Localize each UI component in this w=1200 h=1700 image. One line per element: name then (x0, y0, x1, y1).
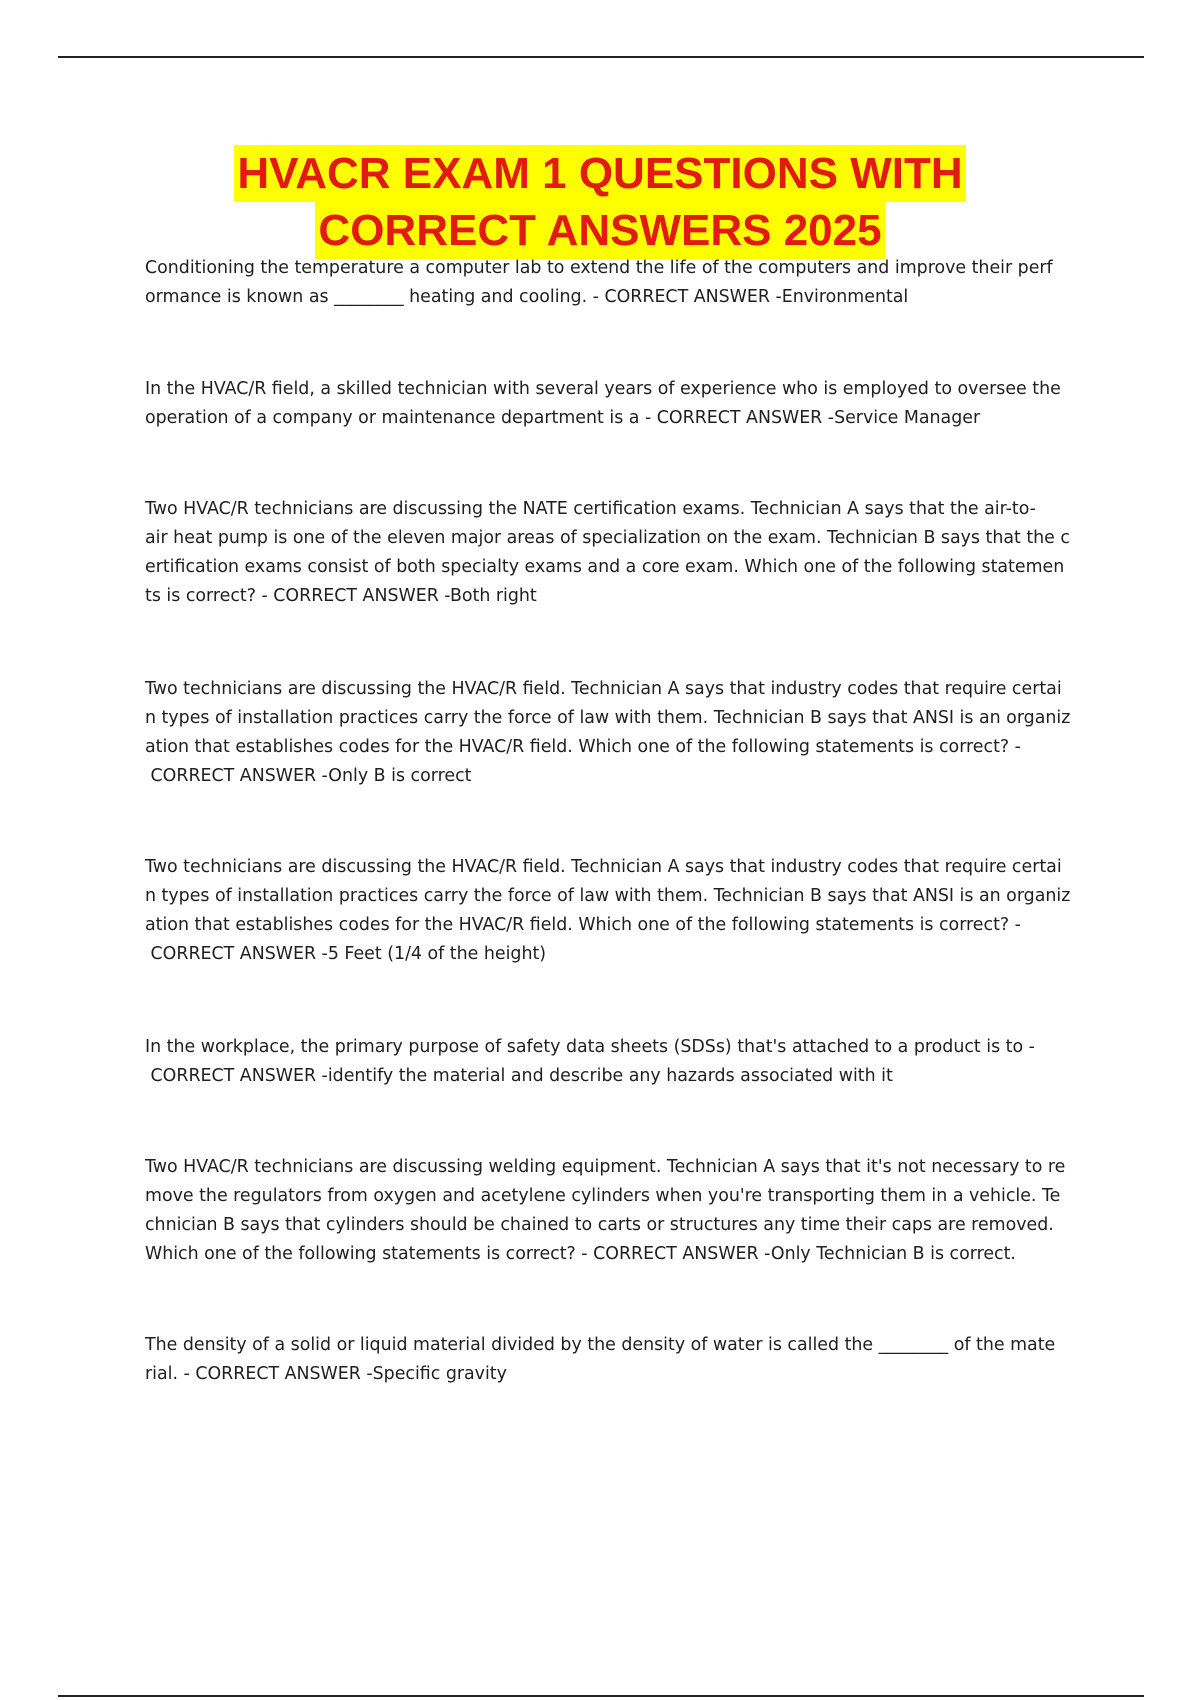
qa-line: air heat pump is one of the eleven major areas of specialization on the exam. Technician B says that the c (145, 528, 1070, 548)
qa-item-1 (145, 254, 1090, 312)
document-title (0, 145, 1200, 259)
qa-item-3 (145, 495, 1090, 611)
top-rule (58, 56, 1144, 58)
qa-line: ation that establishes codes for the HVAC/R field. Which one of the following statements is correct? - (145, 915, 1021, 935)
title-line-1: HVACR EXAM 1 QUESTIONS WITH (234, 145, 965, 202)
title-line-2: CORRECT ANSWERS 2025 (315, 202, 884, 259)
qa-line: CORRECT ANSWER -5 Feet (1/4 of the height) (145, 944, 547, 964)
qa-line: ormance is known as ________ heating and cooling. - CORRECT ANSWER -Environmental (145, 287, 909, 307)
qa-line: n types of installation practices carry the force of law with them. Technician B says that ANSI is an organiz (145, 708, 1071, 728)
qa-line: ertification exams consist of both specialty exams and a core exam. Which one of the following statemen (145, 557, 1065, 577)
qa-item-2 (145, 375, 1090, 433)
qa-item-8 (145, 1331, 1090, 1389)
qa-line: ation that establishes codes for the HVAC/R field. Which one of the following statements is correct? - (145, 737, 1021, 757)
qa-line: n types of installation practices carry the force of law with them. Technician B says that ANSI is an organiz (145, 886, 1071, 906)
qa-line: In the workplace, the primary purpose of safety data sheets (SDSs) that's attached to a product is to - (145, 1037, 1035, 1057)
qa-item-4 (145, 675, 1090, 791)
qa-line: The density of a solid or liquid material divided by the density of water is called the ________ of the mate (145, 1335, 1056, 1355)
qa-line: Two HVAC/R technicians are discussing the NATE certification exams. Technician A says that the air-to- (145, 499, 1036, 519)
qa-line: Conditioning the temperature a computer lab to extend the life of the computers and improve their perf (145, 258, 1053, 278)
qa-item-7 (145, 1153, 1090, 1269)
qa-item-6 (145, 1033, 1090, 1091)
qa-line: In the HVAC/R field, a skilled technician with several years of experience who is employed to oversee the (145, 379, 1061, 399)
qa-line: move the regulators from oxygen and acetylene cylinders when you're transporting them in a vehicle. Te (145, 1186, 1061, 1206)
qa-line: ts is correct? - CORRECT ANSWER -Both right (145, 586, 537, 606)
qa-line: Two technicians are discussing the HVAC/R field. Technician A says that industry codes that require certai (145, 679, 1062, 699)
qa-item-5 (145, 853, 1090, 969)
qa-line: chnician B says that cylinders should be chained to carts or structures any time their caps are removed. (145, 1215, 1054, 1235)
qa-line: rial. - CORRECT ANSWER -Specific gravity (145, 1364, 507, 1384)
qa-line: operation of a company or maintenance department is a - CORRECT ANSWER -Service Manager (145, 408, 981, 428)
qa-line: CORRECT ANSWER -Only B is correct (145, 766, 472, 786)
qa-line: Two HVAC/R technicians are discussing welding equipment. Technician A says that it's not necessary to re (145, 1157, 1066, 1177)
bottom-rule (58, 1695, 1144, 1697)
qa-line: Two technicians are discussing the HVAC/R field. Technician A says that industry codes that require certai (145, 857, 1062, 877)
qa-line: CORRECT ANSWER -identify the material and describe any hazards associated with it (145, 1066, 893, 1086)
qa-line: Which one of the following statements is correct? - CORRECT ANSWER -Only Technician B is correct. (145, 1244, 1016, 1264)
